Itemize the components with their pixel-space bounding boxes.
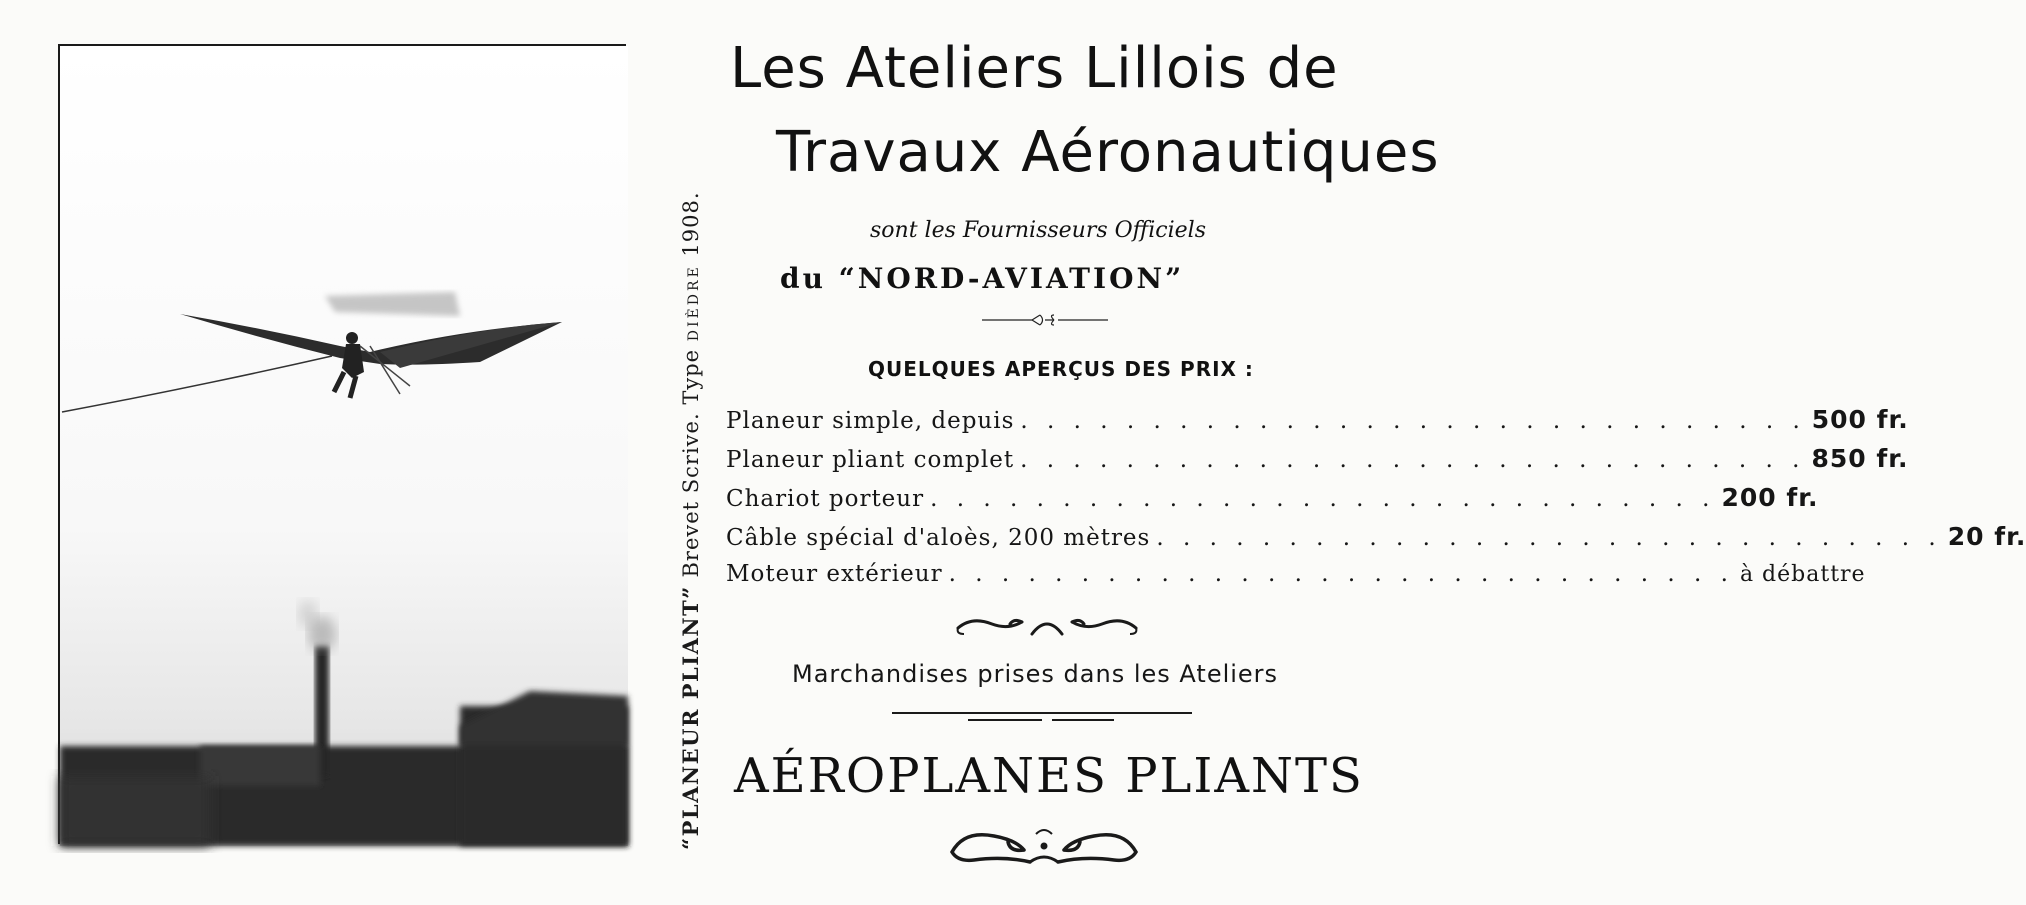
price-row bbox=[726, 483, 1819, 522]
price-item-value: 500 fr. bbox=[1811, 405, 1909, 434]
price-item-name: Planeur simple, depuis bbox=[726, 408, 1015, 434]
price-row bbox=[726, 522, 2026, 561]
dot-leader: . . . . . . . . . . . . . . . . . . . . . . . . . . . . . . bbox=[1020, 408, 1806, 434]
photo-caption bbox=[678, 191, 703, 850]
scroll-ornament-icon bbox=[944, 822, 1144, 870]
caption-product: “PLANEUR PLIANT” bbox=[678, 585, 703, 850]
title-line-2: Travaux Aéronautiques bbox=[776, 120, 1440, 185]
title-line-1: Les Ateliers Lillois de bbox=[730, 36, 1339, 101]
nord-aviation-heading: du “NORD-AVIATION” bbox=[780, 262, 1185, 295]
price-item-name: Chariot porteur bbox=[726, 486, 925, 512]
dot-leader: . . . . . . . . . . . . . . . . . . . . . . . . . . . . . . bbox=[1156, 525, 1942, 551]
price-item-name: Câble spécial d'aloès, 200 mètres bbox=[726, 525, 1151, 551]
merchandise-note: Marchandises prises dans les Ateliers bbox=[792, 660, 1279, 688]
price-item-value: 200 fr. bbox=[1721, 483, 1819, 512]
price-item-name: Planeur pliant complet bbox=[726, 447, 1015, 473]
prices-heading: QUELQUES APERÇUS DES PRIX : bbox=[868, 357, 1254, 381]
glider-photo bbox=[58, 44, 626, 844]
price-item-value: à débattre bbox=[1739, 562, 1866, 587]
small-divider-ornament bbox=[982, 310, 1108, 330]
caption-patent: Brevet Scrive. Type bbox=[679, 341, 703, 586]
caption-type: DIÈDRE bbox=[686, 264, 702, 342]
price-row bbox=[726, 561, 1866, 600]
subtitle: sont les Fournisseurs Officiels bbox=[870, 218, 1207, 243]
price-item-value: 850 fr. bbox=[1811, 444, 1909, 473]
scroll-ornament-icon bbox=[952, 612, 1142, 642]
price-row bbox=[726, 405, 1909, 444]
dot-leader: . . . . . . . . . . . . . . . . . . . . . . . . . . . . . . bbox=[948, 561, 1734, 587]
aeroplanes-pliants-heading: AÉROPLANES PLIANTS bbox=[734, 748, 1364, 804]
caption-year: 1908. bbox=[679, 191, 703, 265]
price-item-value: 20 fr. bbox=[1947, 522, 2026, 551]
dot-leader: . . . . . . . . . . . . . . . . . . . . . . . . . . . . . . bbox=[1020, 447, 1806, 473]
advertisement-text bbox=[720, 0, 2026, 905]
double-rule-divider bbox=[892, 710, 1192, 724]
glider-photo-illustration bbox=[60, 46, 628, 846]
price-list bbox=[726, 405, 2026, 600]
dot-leader: . . . . . . . . . . . . . . . . . . . . . . . . . . . . . . bbox=[930, 486, 1716, 512]
price-item-name: Moteur extérieur bbox=[726, 561, 943, 587]
price-row bbox=[726, 444, 1909, 483]
